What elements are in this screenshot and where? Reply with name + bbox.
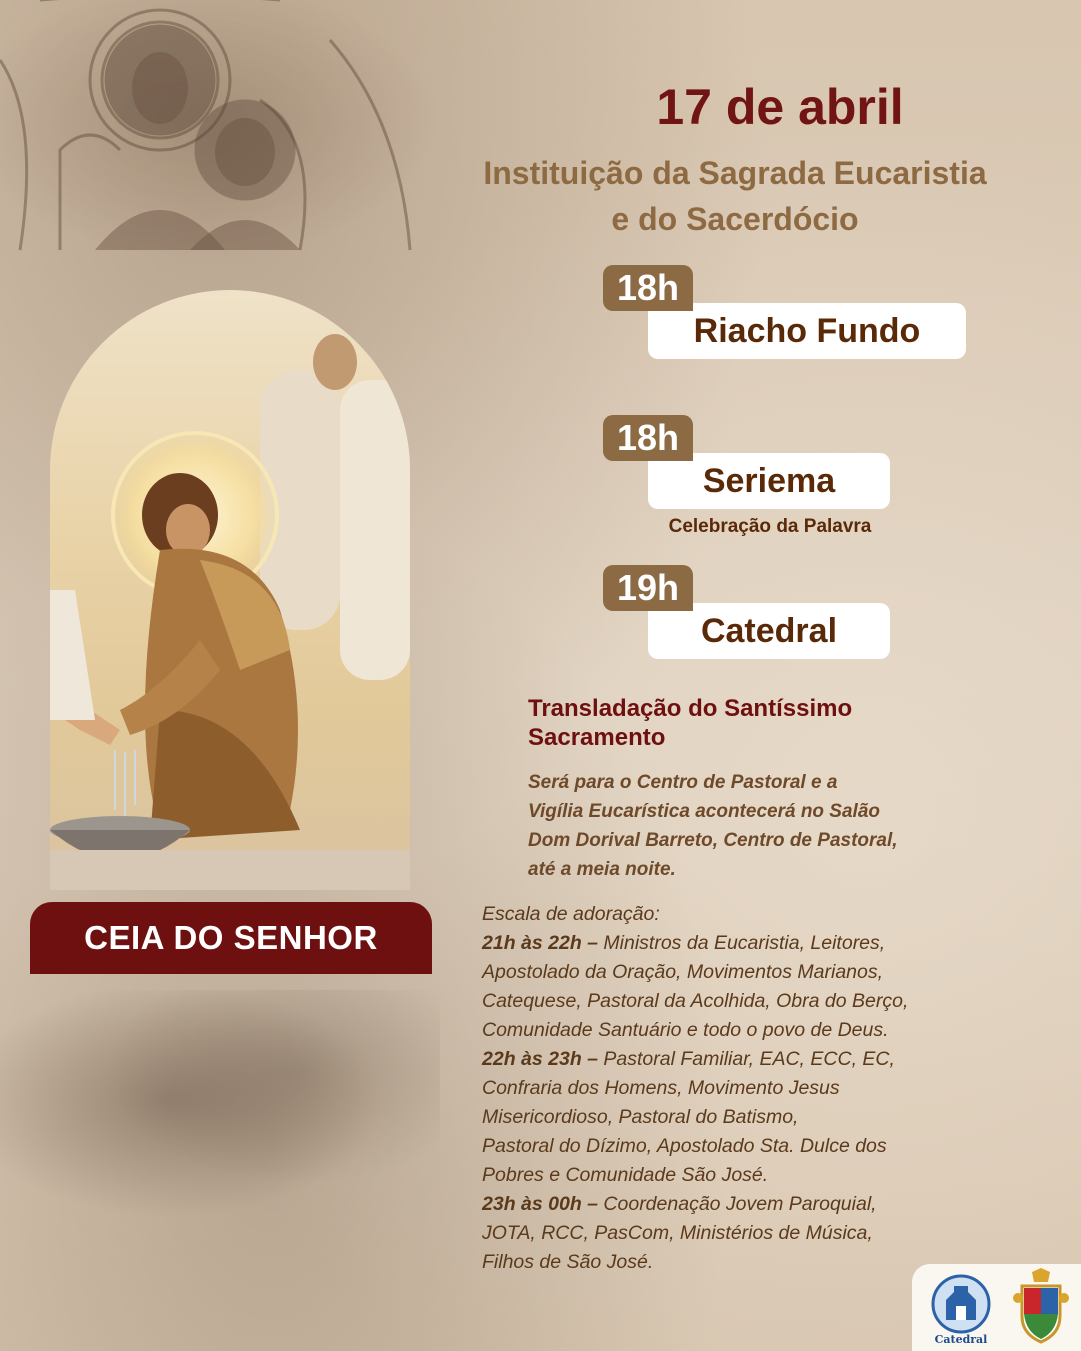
translation-body xyxy=(528,768,1028,884)
faded-hands-art xyxy=(0,990,440,1250)
adoration-slot-time: 22h às 23h – xyxy=(482,1048,598,1070)
time-badge-catedral: 19h xyxy=(603,565,693,611)
translation-body-line: Dom Dorival Barreto, Centro de Pastoral, xyxy=(528,830,898,851)
adoration-heading: Escala de adoração: xyxy=(482,903,660,925)
adoration-slot-line: Pastoral do Dízimo, Apostolado Sta. Dulce dos xyxy=(482,1135,887,1157)
adoration-slot-line: Pobres e Comunidade São José. xyxy=(482,1164,769,1186)
catedral-logo-label: Catedral xyxy=(934,1333,988,1346)
adoration-slot-line: Catequese, Pastoral da Acolhida, Obra do Berço, xyxy=(482,990,909,1012)
translation-body-line: Será para o Centro de Pastoral e a xyxy=(528,772,838,793)
event-subtitle xyxy=(430,150,1040,242)
adoration-slot-time: 23h às 00h – xyxy=(482,1193,598,1215)
place-seriema: Seriema xyxy=(648,453,890,509)
adoration-slot-line: JOTA, RCC, PasCom, Ministérios de Música, xyxy=(482,1222,873,1244)
subtitle-line-1: Instituição da Sagrada Eucaristia xyxy=(483,155,987,191)
catedral-logo xyxy=(926,1272,996,1342)
seriema-note: Celebração da Palavra xyxy=(668,516,872,537)
adoration-slot-line: Apostolado da Oração, Movimentos Marianos, xyxy=(482,961,884,983)
subtitle-line-2: e do Sacerdócio xyxy=(611,201,859,237)
translation-body-line: até a meia noite. xyxy=(528,859,676,880)
adoration-slot-text: Coordenação Jovem Paroquial, xyxy=(598,1193,877,1215)
adoration-slot-line: Misericordioso, Pastoral do Batismo, xyxy=(482,1106,799,1128)
place-catedral: Catedral xyxy=(648,603,890,659)
adoration-slot-line xyxy=(482,929,1062,958)
adoration-slot-line: Comunidade Santuário e todo o povo de Deus. xyxy=(482,1019,889,1041)
adoration-schedule xyxy=(482,900,1062,1277)
coat-of-arms-logo xyxy=(1010,1268,1072,1346)
ceia-do-senhor-banner: CEIA DO SENHOR xyxy=(30,902,432,974)
foot-washing-painting xyxy=(50,290,410,890)
place-riacho-fundo: Riacho Fundo xyxy=(648,303,966,359)
stained-glass-art xyxy=(0,0,440,260)
translation-title-line-2: Sacramento xyxy=(528,724,666,751)
translation-title-line-1: Transladação do Santíssimo xyxy=(528,695,853,722)
adoration-slot-line: Filhos de São José. xyxy=(482,1251,654,1273)
time-badge-seriema: 18h xyxy=(603,415,693,461)
adoration-slot-time: 21h às 22h – xyxy=(482,932,598,954)
translation-title xyxy=(528,694,1008,752)
adoration-slot-text: Pastoral Familiar, EAC, ECC, EC, xyxy=(598,1048,895,1070)
time-badge-riacho-fundo: 18h xyxy=(603,265,693,311)
adoration-slot-text: Ministros da Eucaristia, Leitores, xyxy=(598,932,886,954)
translation-body-line: Vigília Eucarística acontecerá no Salão xyxy=(528,801,881,822)
adoration-slot-line: Confraria dos Homens, Movimento Jesus xyxy=(482,1077,840,1099)
adoration-slot-line xyxy=(482,1190,1062,1219)
adoration-slot-line xyxy=(482,1045,1062,1074)
event-date: 17 de abril xyxy=(656,79,904,135)
